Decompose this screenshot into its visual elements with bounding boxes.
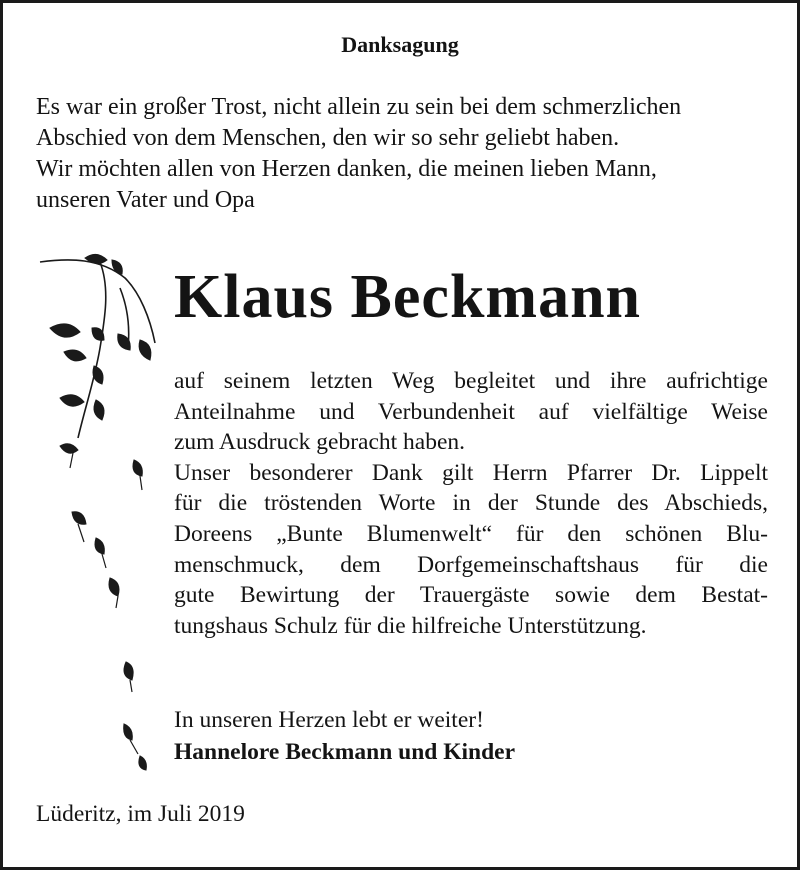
closing-line: In unseren Herzen lebt er weiter! — [174, 707, 484, 733]
leaf-branch-icon — [30, 248, 170, 788]
intro-text — [36, 92, 770, 216]
intro-line: Wir möchten allen von Herzen danken, die meinen lieben Mann, — [36, 156, 657, 182]
body-line: gute Bewirtung der Trauergäste sowie dem Bestat- — [174, 582, 768, 609]
notice-heading: Danksagung — [341, 32, 459, 57]
intro-line: unseren Vater und Opa — [36, 187, 255, 213]
body-line: menschmuck, dem Dorfgemeinschaftshaus für die — [174, 551, 768, 578]
body-line: Unser besonderer Dank gilt Herrn Pfarrer Dr. Lippelt — [174, 459, 768, 486]
body-line: für die tröstenden Worte in der Stunde des Abschieds, — [174, 490, 768, 517]
body-line: zum Ausdruck gebracht haben. — [174, 429, 466, 456]
intro-line: Abschied von dem Menschen, den wir so sehr geliebt haben. — [36, 125, 620, 151]
intro-line: Es war ein großer Trost, nicht allein zu sein bei dem schmerzlichen — [36, 94, 682, 120]
body-line: Anteilnahme und Verbundenheit auf vielfältige Weise — [174, 398, 768, 425]
body-line: auf seinem letzten Weg begleitet und ihre aufrichtige — [174, 368, 768, 394]
body-line: tungshaus Schulz für die hilfreiche Unterstützung. — [174, 612, 647, 639]
body-text — [174, 366, 768, 641]
place-date: Lüderitz, im Juli 2019 — [36, 801, 245, 827]
body-line: Doreens „Bunte Blumenwelt“ für den schönen Blu- — [174, 520, 768, 547]
closing-block — [174, 704, 515, 768]
deceased-name: Klaus Beckmann — [174, 263, 642, 331]
signature: Hannelore Beckmann und Kinder — [174, 739, 516, 765]
